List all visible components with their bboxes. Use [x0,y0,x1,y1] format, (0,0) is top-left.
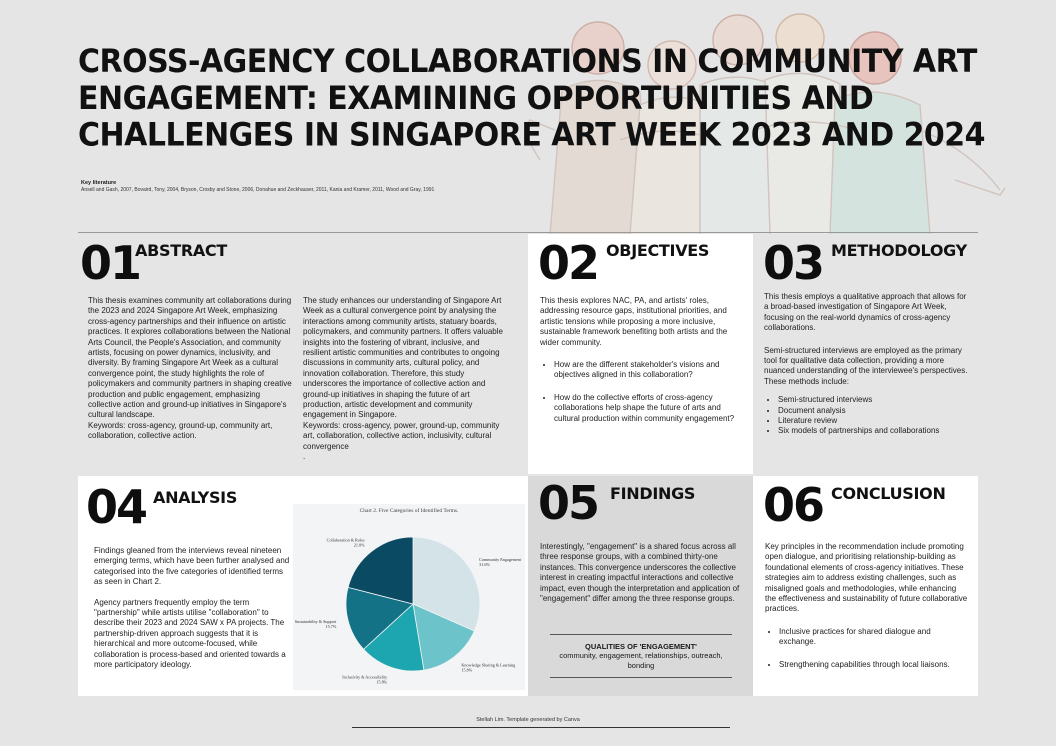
findings-panel [528,476,753,696]
abstract-panel [78,234,528,474]
abstract-trailing-dot: . [303,452,306,462]
pie-slice-label: Community Engagement [479,556,522,562]
methodology-bullet: • Document analysis [778,406,969,416]
abstract-text-1: This thesis examines community art collaborations during the 2023 and 2024 Singapore Art Week, emphasizing cross-agency partnerships and their influence on artistic practices. It explores collaborations between the National Arts Council, the People's Association, and community artists, focusing on power dynamics, inclusivity, and diversity. By framing Singapore Art Week as a cultural convergence point, the study highlights the role of policymakers and community partners in shaping creative production and public engagement, emphasizing collective action and ground-up initiatives in Singapore's cultural landscape. [88,296,292,420]
pie-slice-label: Knowledge Sharing & Learning [461,662,516,668]
engagement-qualities-box [550,634,732,678]
methodology-bullet: • Literature review [778,416,969,426]
findings-text: Interestingly, "engagement" is a shared focus across all three response groups, with a combined thirty-one instances. This convergence underscores the collective interest in creating impactful interactions and collective impact, even though the interpretation and application of "engagement" differ among the three response groups. [540,542,740,604]
objectives-number: 02 [538,236,599,290]
pie-chart [293,504,525,690]
pie-chart-card [293,504,525,690]
abstract-column-2 [303,296,508,463]
methodology-intro: This thesis employs a qualitative approach that allows for a broad-based investigation of Singapore Art Week, focusing on the real-world dynamics of cross-agency collaborations. [764,292,967,333]
findings-heading: FINDINGS [610,484,696,503]
analysis-body [94,546,290,670]
abstract-heading: ABSTRACT [135,241,227,260]
abstract-keywords-2: Keywords: cross-agency, power, ground-up, community art, collaboration, collective action, inclusivity, cultural convergence [303,420,500,451]
conclusion-heading: CONCLUSION [831,484,946,503]
methodology-heading: METHODOLOGY [831,241,967,260]
methodology-bullet: • Semi-structured interviews [778,395,969,405]
analysis-para1: Findings gleaned from the interviews reveal nineteen emerging terms, which have been further analysed and categorised into the five categories of identified terms as seen in Chart 2. [94,546,290,587]
pie-slice-value: 31.6% [479,561,490,567]
abstract-number: 01 [80,236,141,290]
analysis-heading: ANALYSIS [153,488,238,507]
pie-slice-value: 15.7% [325,624,337,630]
pie-slice-value: 15.8% [461,667,473,673]
analysis-number: 04 [86,480,147,534]
analysis-para2: Agency partners frequently employ the term "partnership" while artists utilise "collaboration" to describe their 2023 and 2024 SAW x PA projects. The partnership-driven approach suggests that it is hierarchical and more outcome-focused, while collaboration is process-based and oriented towards a more participatory ideology. [94,597,286,670]
key-literature-refs: Ansell and Gash, 2007, Bovaird, Tony, 2004, Bryson, Crosby and Stone, 2006, Donahue and Zeckhauser, 2011, Kania and Kramer, 2011, Wood and Gray, 1991 [81,187,435,193]
top-divider [78,232,978,233]
methodology-panel [753,234,978,474]
abstract-text-2: The study enhances our understanding of Singapore Art Week as a cultural convergence point by analysing the interactions among community artists, statuary boards, policymakers, and community partners. It offers valuable insights into the fostering of vibrant, inclusive, and resilient artistic communities and contributes to ongoing discussions in community arts, cultural policy, and innovation collaboration. Therefore, this study underscores the importance of collective action and ground-up initiatives in shaping the future of art production, artistic development and community engagement in Singapore. [303,296,503,420]
engagement-qualities-text: community, engagement, relationships, outreach, bonding [559,651,723,670]
pie-slice-label: Inclusivity & Accessibility [342,674,388,680]
conclusion-body [765,542,969,670]
key-literature-heading: Key literature [81,180,117,186]
engagement-qualities-title: QUALITIES OF 'ENGAGEMENT' [585,642,697,651]
conclusion-bullet: • Inclusive practices for shared dialogue and exchange. [779,627,969,648]
methodology-body [764,292,969,437]
conclusion-number: 06 [763,478,824,532]
objectives-heading: OBJECTIVES [606,241,710,260]
abstract-column-1 [88,296,292,442]
findings-number: 05 [538,476,599,530]
abstract-keywords-1: Keywords: cross-agency, ground-up, community art, collaboration, collective action. [88,420,273,441]
methodology-para2: Semi-structured interviews are employed as the primary tool for qualitative data collection, providing a more nuanced understanding of the interviewee's perspectives. These methods include: [764,345,968,386]
footer-credit: Stellah Lim. Template generated by Canva [476,717,580,723]
objectives-bullet: • How do the collective efforts of cross-agency collaborations help shape the future of arts and cultural production within community engagement? [554,393,745,424]
objectives-intro: This thesis explores NAC, PA, and artists' roles, addressing resource gaps, institutional priorities, and artistic tensions while proposing a more inclusive, sustainable framework benefiting both artists and the wider community. [540,296,728,347]
methodology-bullet: • Six models of partnerships and collaborations [778,426,969,436]
chart-title: Chart 2. Five Categories of Identified Terms. [359,508,459,514]
pie-slice-label: Sustainability & Support [294,619,337,625]
conclusion-panel [753,476,978,696]
methodology-number: 03 [763,236,824,290]
analysis-panel [78,476,528,696]
pie-slice-value: 15.8% [376,679,388,685]
pie-slice-value: 21.0% [353,542,365,548]
objectives-panel [528,234,753,474]
pie-slice-label: Collaboration & Roles [326,537,365,543]
conclusion-bullet: • Strengthening capabilities through local liaisons. [779,660,969,670]
objectives-body [540,296,745,424]
footer-line [352,727,730,728]
objectives-bullet: • How are the different stakeholder's visions and objectives aligned in this collaboration? [554,360,745,381]
conclusion-text: Key principles in the recommendation include promoting open dialogue, and prioritising relationship-building as foundational elements of cross-agency initiatives. These strategies aim to address existing challenges, such as misaligned goals and methodologies, while enhancing the effectiveness and sustainability of future collaborative practices. [765,542,968,614]
poster-title: CROSS-AGENCY COLLABORATIONS IN COMMUNITY ART ENGAGEMENT: EXAMINING OPPORTUNITIES AND CHALLENGES IN SINGAPORE ART WEEK 2023 AND 2024 [78,42,986,155]
